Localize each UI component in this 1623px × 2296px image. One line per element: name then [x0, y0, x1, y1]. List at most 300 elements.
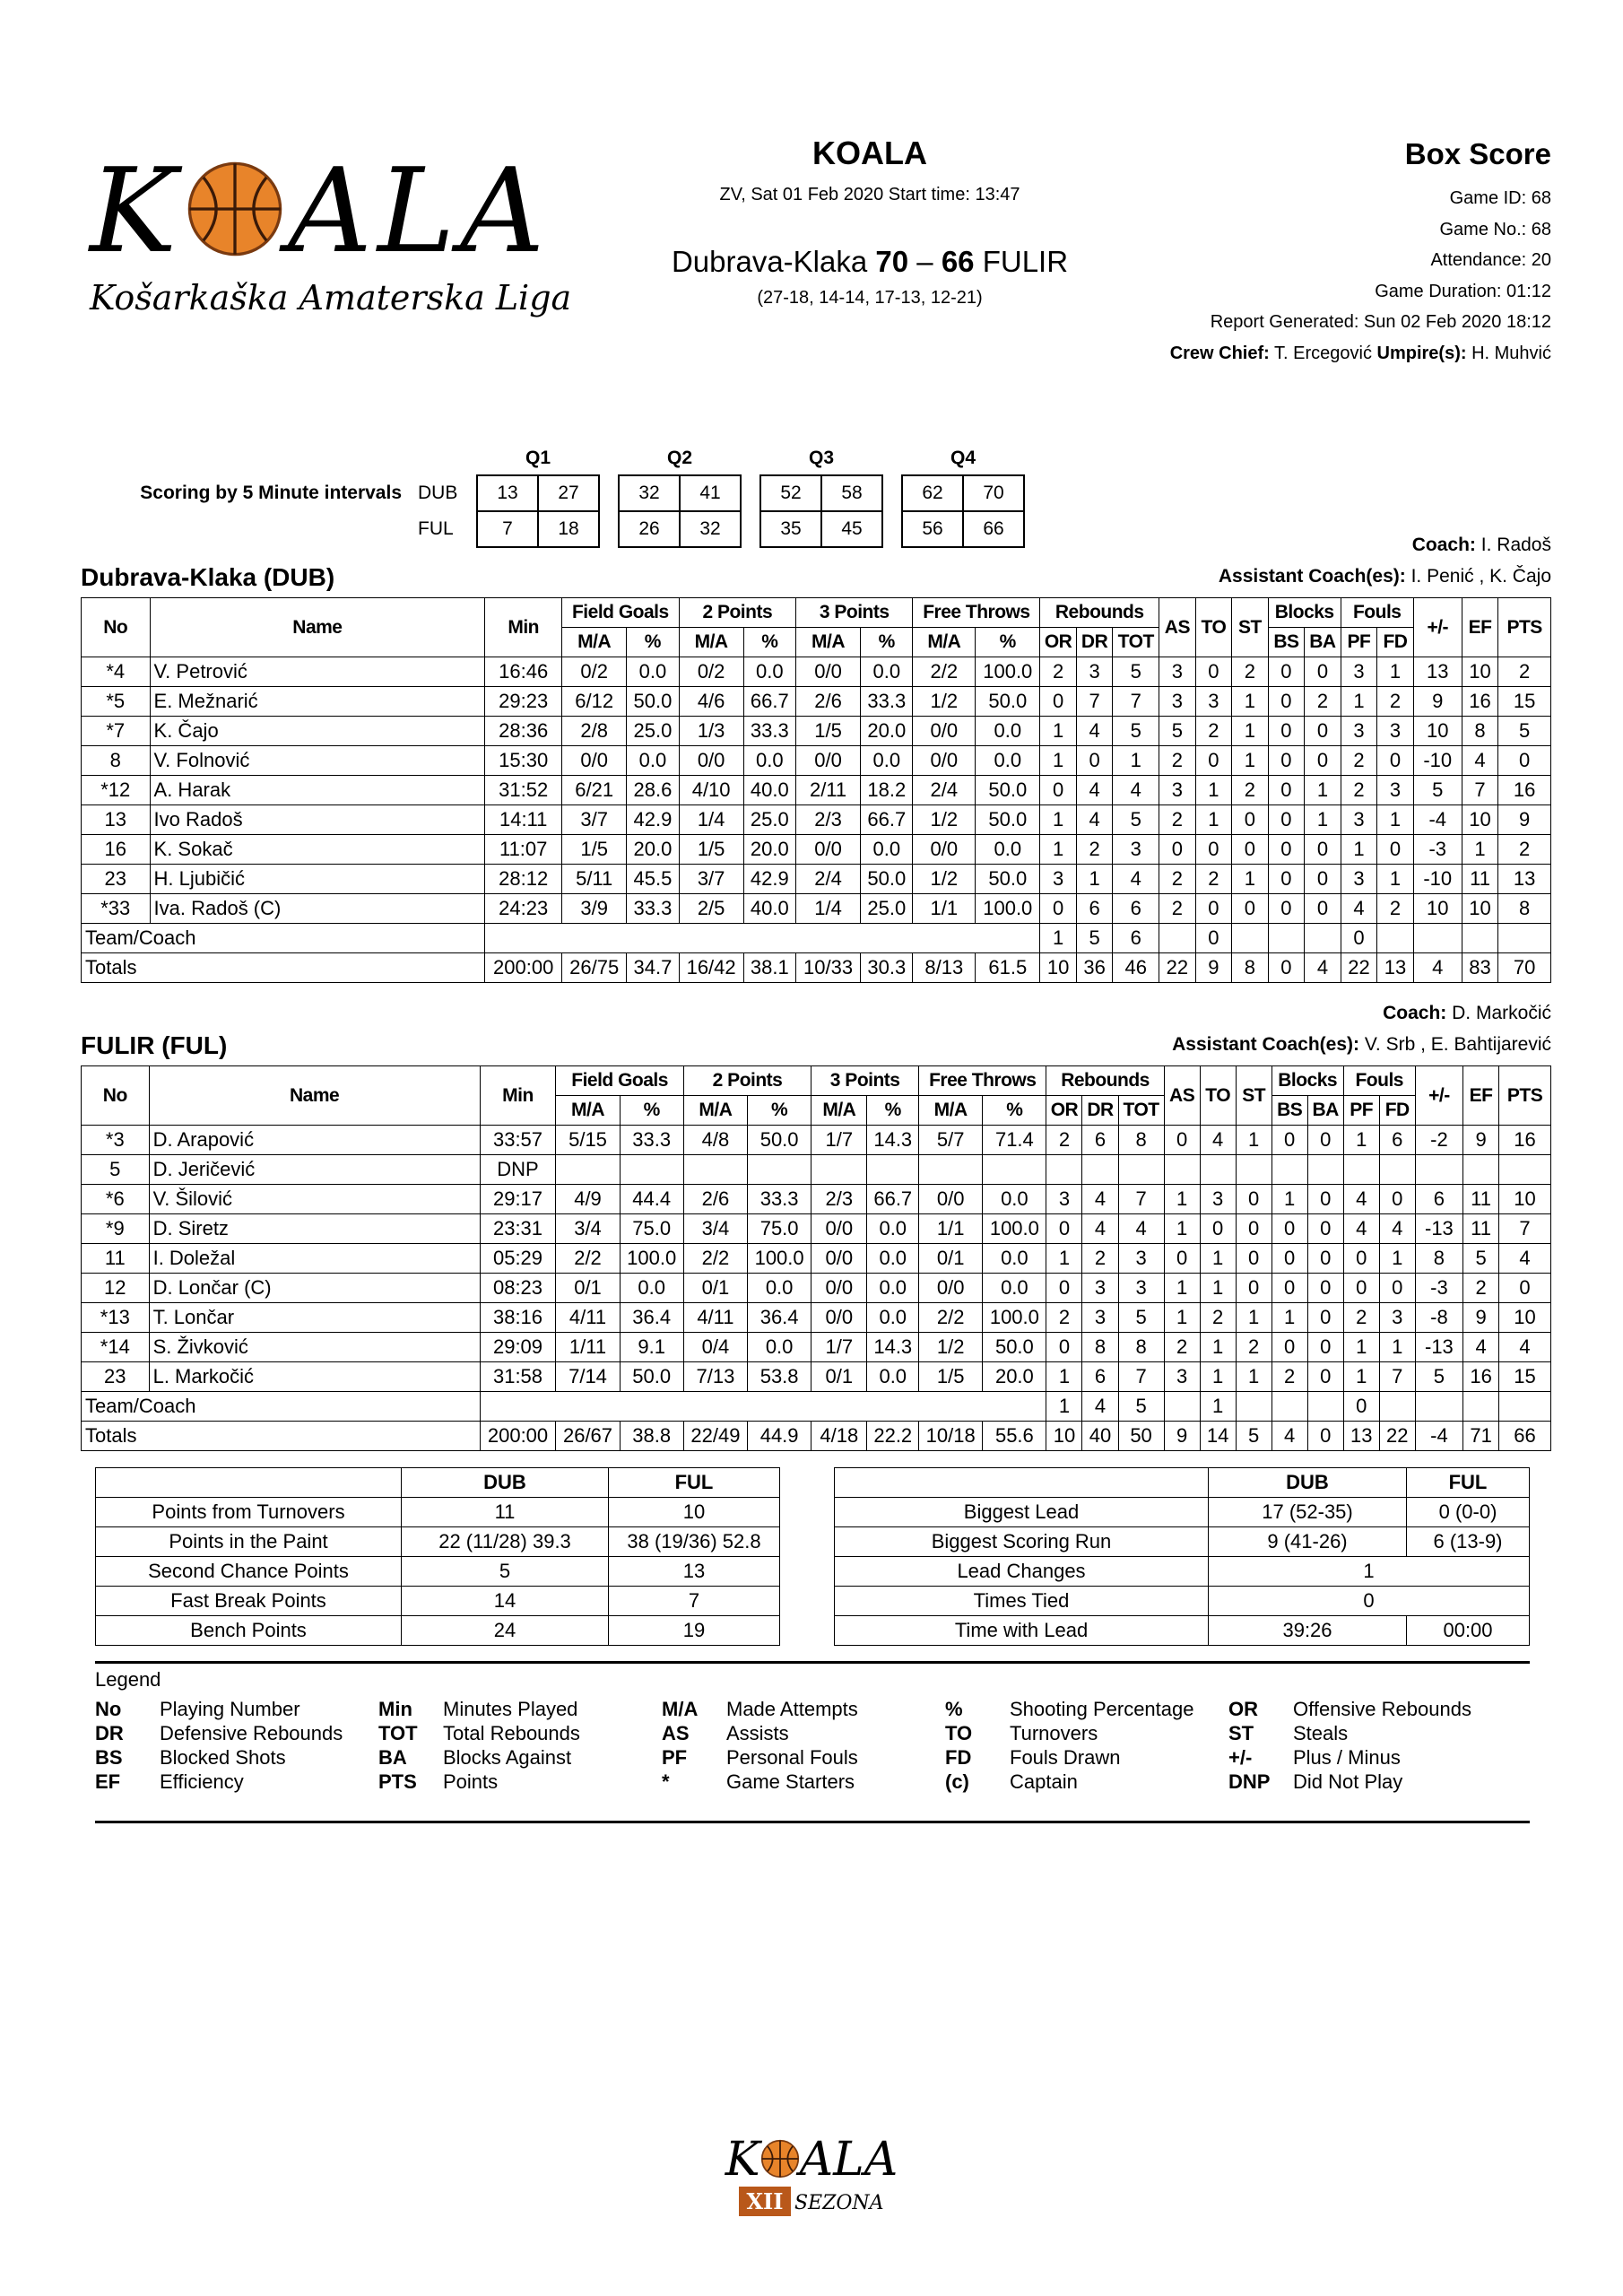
interval-score: 66 — [963, 511, 1024, 547]
stat-ba: 0 — [1307, 1126, 1343, 1155]
stat-p3_pct: 50.0 — [861, 865, 913, 894]
player-row — [82, 687, 1551, 717]
player-row — [82, 776, 1551, 805]
interval-score: 45 — [821, 511, 882, 547]
stat-cell — [1164, 1155, 1200, 1185]
stat-min: 29:23 — [485, 687, 562, 717]
stat-tot: 5 — [1113, 717, 1159, 746]
stat-ba: 0 — [1305, 717, 1341, 746]
legend-code: DR — [95, 1721, 124, 1744]
stat-dr: 4 — [1082, 1392, 1118, 1422]
stat-fg_ma: 3/9 — [562, 894, 627, 924]
stat-to: 2 — [1200, 1303, 1236, 1333]
col-sub-pct: % — [743, 628, 795, 657]
stat-st: 0 — [1232, 805, 1269, 835]
legend-desc: Total Rebounds — [443, 1721, 580, 1744]
stat-cell — [620, 1155, 683, 1185]
stat-to: 2 — [1195, 865, 1232, 894]
col-3-points: 3 Points — [796, 598, 913, 628]
stat-ft_ma: 5/7 — [919, 1126, 983, 1155]
stat-fg_ma: 7/14 — [556, 1362, 620, 1392]
stat-p2_pct: 33.3 — [748, 1185, 812, 1214]
stat-as: 2 — [1164, 1333, 1200, 1362]
stat-or: 0 — [1046, 1274, 1082, 1303]
stat-min: 05:29 — [480, 1244, 556, 1274]
stat-st: 0 — [1232, 835, 1269, 865]
stat-row: Time with Lead 39:26 00:00 — [835, 1616, 1530, 1646]
basketball-icon — [760, 2139, 800, 2179]
player-row — [82, 835, 1551, 865]
stat-pts: 10 — [1499, 1185, 1551, 1214]
player-row — [82, 1333, 1551, 1362]
stat-p3_ma: 0/0 — [796, 657, 861, 687]
intervals-label: Scoring by 5 Minute intervals — [140, 483, 402, 503]
stat-fg_ma: 4/9 — [556, 1185, 620, 1214]
legend-code: FD — [945, 1745, 972, 1769]
stat-bs: 0 — [1271, 1274, 1307, 1303]
stat-pf: 0 — [1341, 924, 1377, 953]
stat-ef: 16 — [1463, 1362, 1499, 1392]
player-name: D. Lončar (C) — [149, 1274, 480, 1303]
stat-as: 2 — [1159, 746, 1196, 776]
player-number: 11 — [82, 1244, 150, 1274]
stat-ft_pct: 100.0 — [983, 1214, 1046, 1244]
player-number: *7 — [82, 717, 151, 746]
total-or: 10 — [1046, 1422, 1082, 1451]
stat-dr: 4 — [1082, 1214, 1118, 1244]
stat-pts: 10 — [1499, 1303, 1551, 1333]
stat-as: 3 — [1159, 776, 1196, 805]
stat-p3_ma: 2/3 — [796, 805, 861, 835]
stat-p2_ma: 2/5 — [679, 894, 743, 924]
stat-ft_ma: 0/0 — [913, 717, 976, 746]
stat-fd: 0 — [1379, 1274, 1415, 1303]
stat-dr: 3 — [1076, 657, 1113, 687]
player-row — [82, 1214, 1551, 1244]
stat-p2_ma: 7/13 — [683, 1362, 747, 1392]
total-p3_ma: 4/18 — [812, 1422, 867, 1451]
player-name: D. Siretz — [149, 1214, 480, 1244]
stat-fd: 7 — [1379, 1362, 1415, 1392]
stat-st: 0 — [1232, 894, 1269, 924]
col-dub: DUB — [402, 1468, 609, 1498]
player-row — [82, 717, 1551, 746]
total-p3_pct: 30.3 — [861, 953, 913, 983]
stat-dr: 6 — [1082, 1362, 1118, 1392]
stat-bs: 0 — [1271, 1126, 1307, 1155]
stat-ft_ma: 0/1 — [919, 1244, 983, 1274]
stat-as: 0 — [1164, 1126, 1200, 1155]
stat-row: Biggest Lead 17 (52-35) 0 (0-0) — [835, 1498, 1530, 1527]
stat-cell — [1343, 1155, 1379, 1185]
legend — [95, 1668, 1512, 1794]
stat-dr: 8 — [1082, 1333, 1118, 1362]
stat-bs: 0 — [1271, 1244, 1307, 1274]
player-number: *6 — [82, 1185, 150, 1214]
stat-ef: 16 — [1462, 687, 1498, 717]
legend-desc: Did Not Play — [1293, 1770, 1403, 1793]
stat-tot: 7 — [1113, 687, 1159, 717]
stat-pf: 0 — [1343, 1244, 1379, 1274]
player-name: K. Čajo — [150, 717, 485, 746]
stat-ft_pct: 50.0 — [976, 865, 1040, 894]
stat-st: 1 — [1232, 717, 1269, 746]
stat-fg_ma: 6/12 — [562, 687, 627, 717]
stat-p3_pct: 0.0 — [861, 835, 913, 865]
total-bs: 4 — [1271, 1422, 1307, 1451]
col-sub-fd: FD — [1377, 628, 1414, 657]
totals-row — [82, 1422, 1551, 1451]
player-number: 16 — [82, 835, 151, 865]
stat-p3_pct: 20.0 — [861, 717, 913, 746]
stat-fg_pct: 36.4 — [620, 1303, 683, 1333]
total-fg_ma: 26/75 — [562, 953, 627, 983]
legend-desc: Offensive Rebounds — [1293, 1697, 1471, 1720]
stat-pf: 4 — [1343, 1185, 1379, 1214]
stat-fd: 1 — [1379, 1244, 1415, 1274]
stat-p2_ma: 0/1 — [683, 1274, 747, 1303]
col-blocks: Blocks — [1271, 1066, 1343, 1096]
home-score: 70 — [875, 245, 909, 278]
legend-desc: Steals — [1293, 1721, 1349, 1744]
stat-fg_ma: 1/5 — [562, 835, 627, 865]
stat-pf: 4 — [1343, 1214, 1379, 1244]
stat-cell — [1200, 1155, 1236, 1185]
stat-bs: 0 — [1268, 865, 1305, 894]
player-row — [82, 894, 1551, 924]
stat-p2_pct: 33.3 — [743, 717, 795, 746]
stat-pf: 1 — [1341, 687, 1377, 717]
stat-ef: 4 — [1462, 746, 1498, 776]
stat-ft_ma: 0/0 — [913, 746, 976, 776]
stat-bs: 2 — [1271, 1362, 1307, 1392]
stat-bs: 0 — [1271, 1214, 1307, 1244]
stat-to: 0 — [1195, 924, 1232, 953]
stat-p3_pct: 33.3 — [861, 687, 913, 717]
stat-pm: -2 — [1415, 1126, 1462, 1155]
legend-code: OR — [1228, 1697, 1258, 1720]
stat-p2_pct: 36.4 — [748, 1303, 812, 1333]
total-as: 22 — [1159, 953, 1196, 983]
legend-code: PF — [662, 1745, 688, 1769]
stat-ba: 0 — [1307, 1185, 1343, 1214]
stat-pf: 1 — [1343, 1126, 1379, 1155]
col-sub-bs: BS — [1271, 1096, 1307, 1126]
stat-p2_ma: 3/7 — [679, 865, 743, 894]
player-name: A. Harak — [150, 776, 485, 805]
stat-tot: 8 — [1118, 1126, 1164, 1155]
team-code: DUB — [418, 483, 458, 503]
stat-tot: 7 — [1118, 1185, 1164, 1214]
stat-ft_ma: 2/2 — [919, 1303, 983, 1333]
stat-row: Times Tied 0 — [835, 1587, 1530, 1616]
col-dub: DUB — [1209, 1468, 1407, 1498]
stat-pf: 1 — [1343, 1362, 1379, 1392]
legend-code: Min — [378, 1697, 412, 1720]
stat-p3_pct: 66.7 — [867, 1185, 919, 1214]
col-sub-pf: PF — [1341, 628, 1377, 657]
stat-or: 2 — [1046, 1303, 1082, 1333]
stat-fg_ma: 3/7 — [562, 805, 627, 835]
stat-tot: 5 — [1113, 805, 1159, 835]
player-row — [82, 1185, 1551, 1214]
player-number: *3 — [82, 1126, 150, 1155]
stat-pm: -4 — [1413, 805, 1462, 835]
season-word: SEZONA — [794, 2192, 884, 2214]
stat-fg_pct: 0.0 — [627, 746, 679, 776]
col-field-goals: Field Goals — [562, 598, 679, 628]
basketball-icon — [186, 160, 284, 258]
col-rebounds: Rebounds — [1040, 598, 1159, 628]
totals-label: Totals — [82, 1422, 481, 1451]
stat-st: 1 — [1232, 865, 1269, 894]
total-ba: 0 — [1307, 1422, 1343, 1451]
stat-cell — [748, 1155, 812, 1185]
legend-code: % — [945, 1697, 963, 1720]
stat-min: 29:17 — [480, 1185, 556, 1214]
col-sub-pct: % — [627, 628, 679, 657]
stat-as: 0 — [1159, 835, 1196, 865]
stat-as: 3 — [1164, 1362, 1200, 1392]
stat-fg_pct: 50.0 — [627, 687, 679, 717]
interval-score: 58 — [821, 475, 882, 511]
stat-ba: 0 — [1305, 746, 1341, 776]
stat-row: Fast Break Points 14 7 — [96, 1587, 780, 1616]
player-name: T. Lončar — [149, 1303, 480, 1333]
legend-code: * — [662, 1770, 670, 1793]
stat-p2_pct: 0.0 — [743, 746, 795, 776]
col-sub-pf: PF — [1343, 1096, 1379, 1126]
col-sub-pct: % — [867, 1096, 919, 1126]
stat-cell — [983, 1155, 1046, 1185]
stat-to: 4 — [1200, 1126, 1236, 1155]
footer-wordmark: K ALA — [725, 2133, 898, 2187]
stat-min: 38:16 — [480, 1303, 556, 1333]
stat-p2_ma: 4/10 — [679, 776, 743, 805]
stat-fg_pct: 45.5 — [627, 865, 679, 894]
dub-assistant-coaches: Assistant Coach(es): I. Penić , K. Čajo — [1218, 566, 1551, 587]
total-min: 200:00 — [485, 953, 562, 983]
stat-to: 0 — [1195, 746, 1232, 776]
stat-ft_pct: 71.4 — [983, 1126, 1046, 1155]
stat-or: 1 — [1046, 1244, 1082, 1274]
total-fg_ma: 26/67 — [556, 1422, 620, 1451]
stat-min: 23:31 — [480, 1214, 556, 1244]
stat-fg_pct: 0.0 — [627, 657, 679, 687]
col-2-points: 2 Points — [683, 1066, 811, 1096]
stat-bs: 1 — [1271, 1185, 1307, 1214]
stat-min: 11:07 — [485, 835, 562, 865]
stat-p3_ma: 0/0 — [812, 1244, 867, 1274]
stat-ef: 5 — [1463, 1244, 1499, 1274]
stat-row: Biggest Scoring Run 9 (41-26) 6 (13-9) — [835, 1527, 1530, 1557]
total-or: 10 — [1040, 953, 1077, 983]
stat-p3_ma: 1/7 — [812, 1126, 867, 1155]
player-number: 8 — [82, 746, 151, 776]
legend-desc: Blocked Shots — [160, 1745, 286, 1769]
col-as: AS — [1164, 1066, 1200, 1126]
stat-pts: 9 — [1498, 805, 1551, 835]
player-number: 12 — [82, 1274, 150, 1303]
stat-ft_pct: 0.0 — [976, 746, 1040, 776]
stat-ft_pct: 50.0 — [983, 1333, 1046, 1362]
stat-pts: 4 — [1499, 1244, 1551, 1274]
total-dr: 36 — [1076, 953, 1113, 983]
stat-ft_ma: 0/0 — [919, 1185, 983, 1214]
stat-cell — [1463, 1155, 1499, 1185]
stat-as: 2 — [1159, 805, 1196, 835]
stat-tot: 3 — [1118, 1274, 1164, 1303]
stat-p2_pct: 20.0 — [743, 835, 795, 865]
game-dateline: ZV, Sat 01 Feb 2020 Start time: 13:47 — [719, 185, 1020, 204]
quarter-label: Q3 — [808, 447, 834, 468]
stat-p3_ma: 0/0 — [796, 835, 861, 865]
col-sub-ma: M/A — [562, 628, 627, 657]
stat-min: 28:36 — [485, 717, 562, 746]
col-pts: PTS — [1499, 1066, 1551, 1126]
stat-p2_pct: 0.0 — [748, 1274, 812, 1303]
stat-p2_ma: 3/4 — [683, 1214, 747, 1244]
home-team-name: Dubrava-Klaka — [671, 245, 868, 278]
player-row — [82, 805, 1551, 835]
col-sub-pct: % — [748, 1096, 812, 1126]
stat-ft_pct: 20.0 — [983, 1362, 1046, 1392]
ful-box-score-table — [81, 1065, 1551, 1451]
stat-cell — [1118, 1155, 1164, 1185]
col-st: ST — [1236, 1066, 1271, 1126]
stat-fg_pct: 33.3 — [620, 1126, 683, 1155]
stat-p3_pct: 25.0 — [861, 894, 913, 924]
stat-to: 0 — [1195, 835, 1232, 865]
stat-fg_pct: 28.6 — [627, 776, 679, 805]
stat-ba: 0 — [1307, 1244, 1343, 1274]
stat-to: 0 — [1200, 1214, 1236, 1244]
stat-ft_ma: 0/0 — [919, 1274, 983, 1303]
stat-bs: 0 — [1271, 1333, 1307, 1362]
stat-ft_pct: 50.0 — [976, 805, 1040, 835]
stat-bs: 0 — [1268, 657, 1305, 687]
stat-p3_ma: 1/5 — [796, 717, 861, 746]
stat-p2_pct: 75.0 — [748, 1214, 812, 1244]
col-name: Name — [150, 598, 485, 657]
stat-p3_pct: 0.0 — [867, 1244, 919, 1274]
stat-ft_pct: 100.0 — [976, 657, 1040, 687]
player-name: K. Sokač — [150, 835, 485, 865]
stat-pts: 2 — [1498, 835, 1551, 865]
stat-pm: -3 — [1415, 1274, 1462, 1303]
stat-min: 16:46 — [485, 657, 562, 687]
legend-code: TOT — [378, 1721, 418, 1744]
player-min: DNP — [480, 1155, 556, 1185]
stat-ft_pct: 0.0 — [983, 1244, 1046, 1274]
legend-code: EF — [95, 1770, 121, 1793]
stat-st: 2 — [1232, 657, 1269, 687]
col-sub-pct: % — [620, 1096, 683, 1126]
total-pf: 22 — [1341, 953, 1377, 983]
stat-p3_pct: 66.7 — [861, 805, 913, 835]
stat-ba: 0 — [1307, 1214, 1343, 1244]
stat-ef: 10 — [1462, 805, 1498, 835]
stat-ef: 8 — [1462, 717, 1498, 746]
stat-fg_ma: 4/11 — [556, 1303, 620, 1333]
stat-fd: 3 — [1379, 1303, 1415, 1333]
team-coach-label: Team/Coach — [82, 924, 485, 953]
stat-pf: 2 — [1341, 746, 1377, 776]
stat-ba: 0 — [1307, 1362, 1343, 1392]
total-fg_pct: 34.7 — [627, 953, 679, 983]
stat-tot: 4 — [1118, 1214, 1164, 1244]
stat-fd: 1 — [1377, 865, 1414, 894]
stat-st: 1 — [1236, 1303, 1271, 1333]
stat-p2_ma: 2/6 — [683, 1185, 747, 1214]
stat-pf: 3 — [1341, 865, 1377, 894]
total-p3_pct: 22.2 — [867, 1422, 919, 1451]
logo-wordmark: K ALA — [90, 143, 551, 279]
col-sub-or: OR — [1046, 1096, 1082, 1126]
stat-ft_pct: 50.0 — [976, 776, 1040, 805]
game-info — [1013, 136, 1551, 369]
stat-or: 3 — [1046, 1185, 1082, 1214]
score-dash: – — [916, 245, 933, 278]
stat-ft_ma: 1/2 — [913, 805, 976, 835]
player-name: S. Živković — [149, 1333, 480, 1362]
stat-as: 5 — [1159, 717, 1196, 746]
stat-pts: 16 — [1499, 1126, 1551, 1155]
col-to: TO — [1200, 1066, 1236, 1126]
legend-code: TO — [945, 1721, 973, 1744]
total-pts: 66 — [1499, 1422, 1551, 1451]
stat-fg_ma: 0/1 — [556, 1274, 620, 1303]
stat-cell — [867, 1155, 919, 1185]
koala-logo — [90, 143, 572, 350]
legend-desc: Playing Number — [160, 1697, 300, 1720]
player-name: V. Petrović — [150, 657, 485, 687]
stat-or: 1 — [1040, 835, 1077, 865]
col-name: Name — [149, 1066, 480, 1126]
legend-code: +/- — [1228, 1745, 1253, 1769]
stat-ef: 10 — [1462, 657, 1498, 687]
stat-p2_ma: 4/8 — [683, 1126, 747, 1155]
stat-pm: 8 — [1415, 1244, 1462, 1274]
col-fouls: Fouls — [1341, 598, 1413, 628]
legend-desc: Defensive Rebounds — [160, 1721, 343, 1744]
total-pm: -4 — [1415, 1422, 1462, 1451]
stat-to: 1 — [1200, 1333, 1236, 1362]
stat-ef: 11 — [1463, 1185, 1499, 1214]
stat-tot: 5 — [1113, 657, 1159, 687]
player-number: *12 — [82, 776, 151, 805]
stat-ef: 9 — [1463, 1303, 1499, 1333]
total-dr: 40 — [1082, 1422, 1118, 1451]
stat-p3_pct: 18.2 — [861, 776, 913, 805]
legend-desc: Assists — [726, 1721, 789, 1744]
stat-p2_pct: 40.0 — [743, 894, 795, 924]
total-p2_ma: 16/42 — [679, 953, 743, 983]
stat-to: 2 — [1195, 717, 1232, 746]
stat-pts: 4 — [1499, 1333, 1551, 1362]
col-2-points: 2 Points — [679, 598, 795, 628]
stat-fd: 1 — [1377, 805, 1414, 835]
stat-as: 2 — [1159, 865, 1196, 894]
stat-pts: 8 — [1498, 894, 1551, 924]
stat-fg_ma: 3/4 — [556, 1214, 620, 1244]
col-sub-ma: M/A — [683, 1096, 747, 1126]
total-ft_ma: 8/13 — [913, 953, 976, 983]
season-number: XII — [739, 2187, 790, 2216]
totals-row — [82, 953, 1551, 983]
col-free-throws: Free Throws — [913, 598, 1040, 628]
stat-min: 28:12 — [485, 865, 562, 894]
